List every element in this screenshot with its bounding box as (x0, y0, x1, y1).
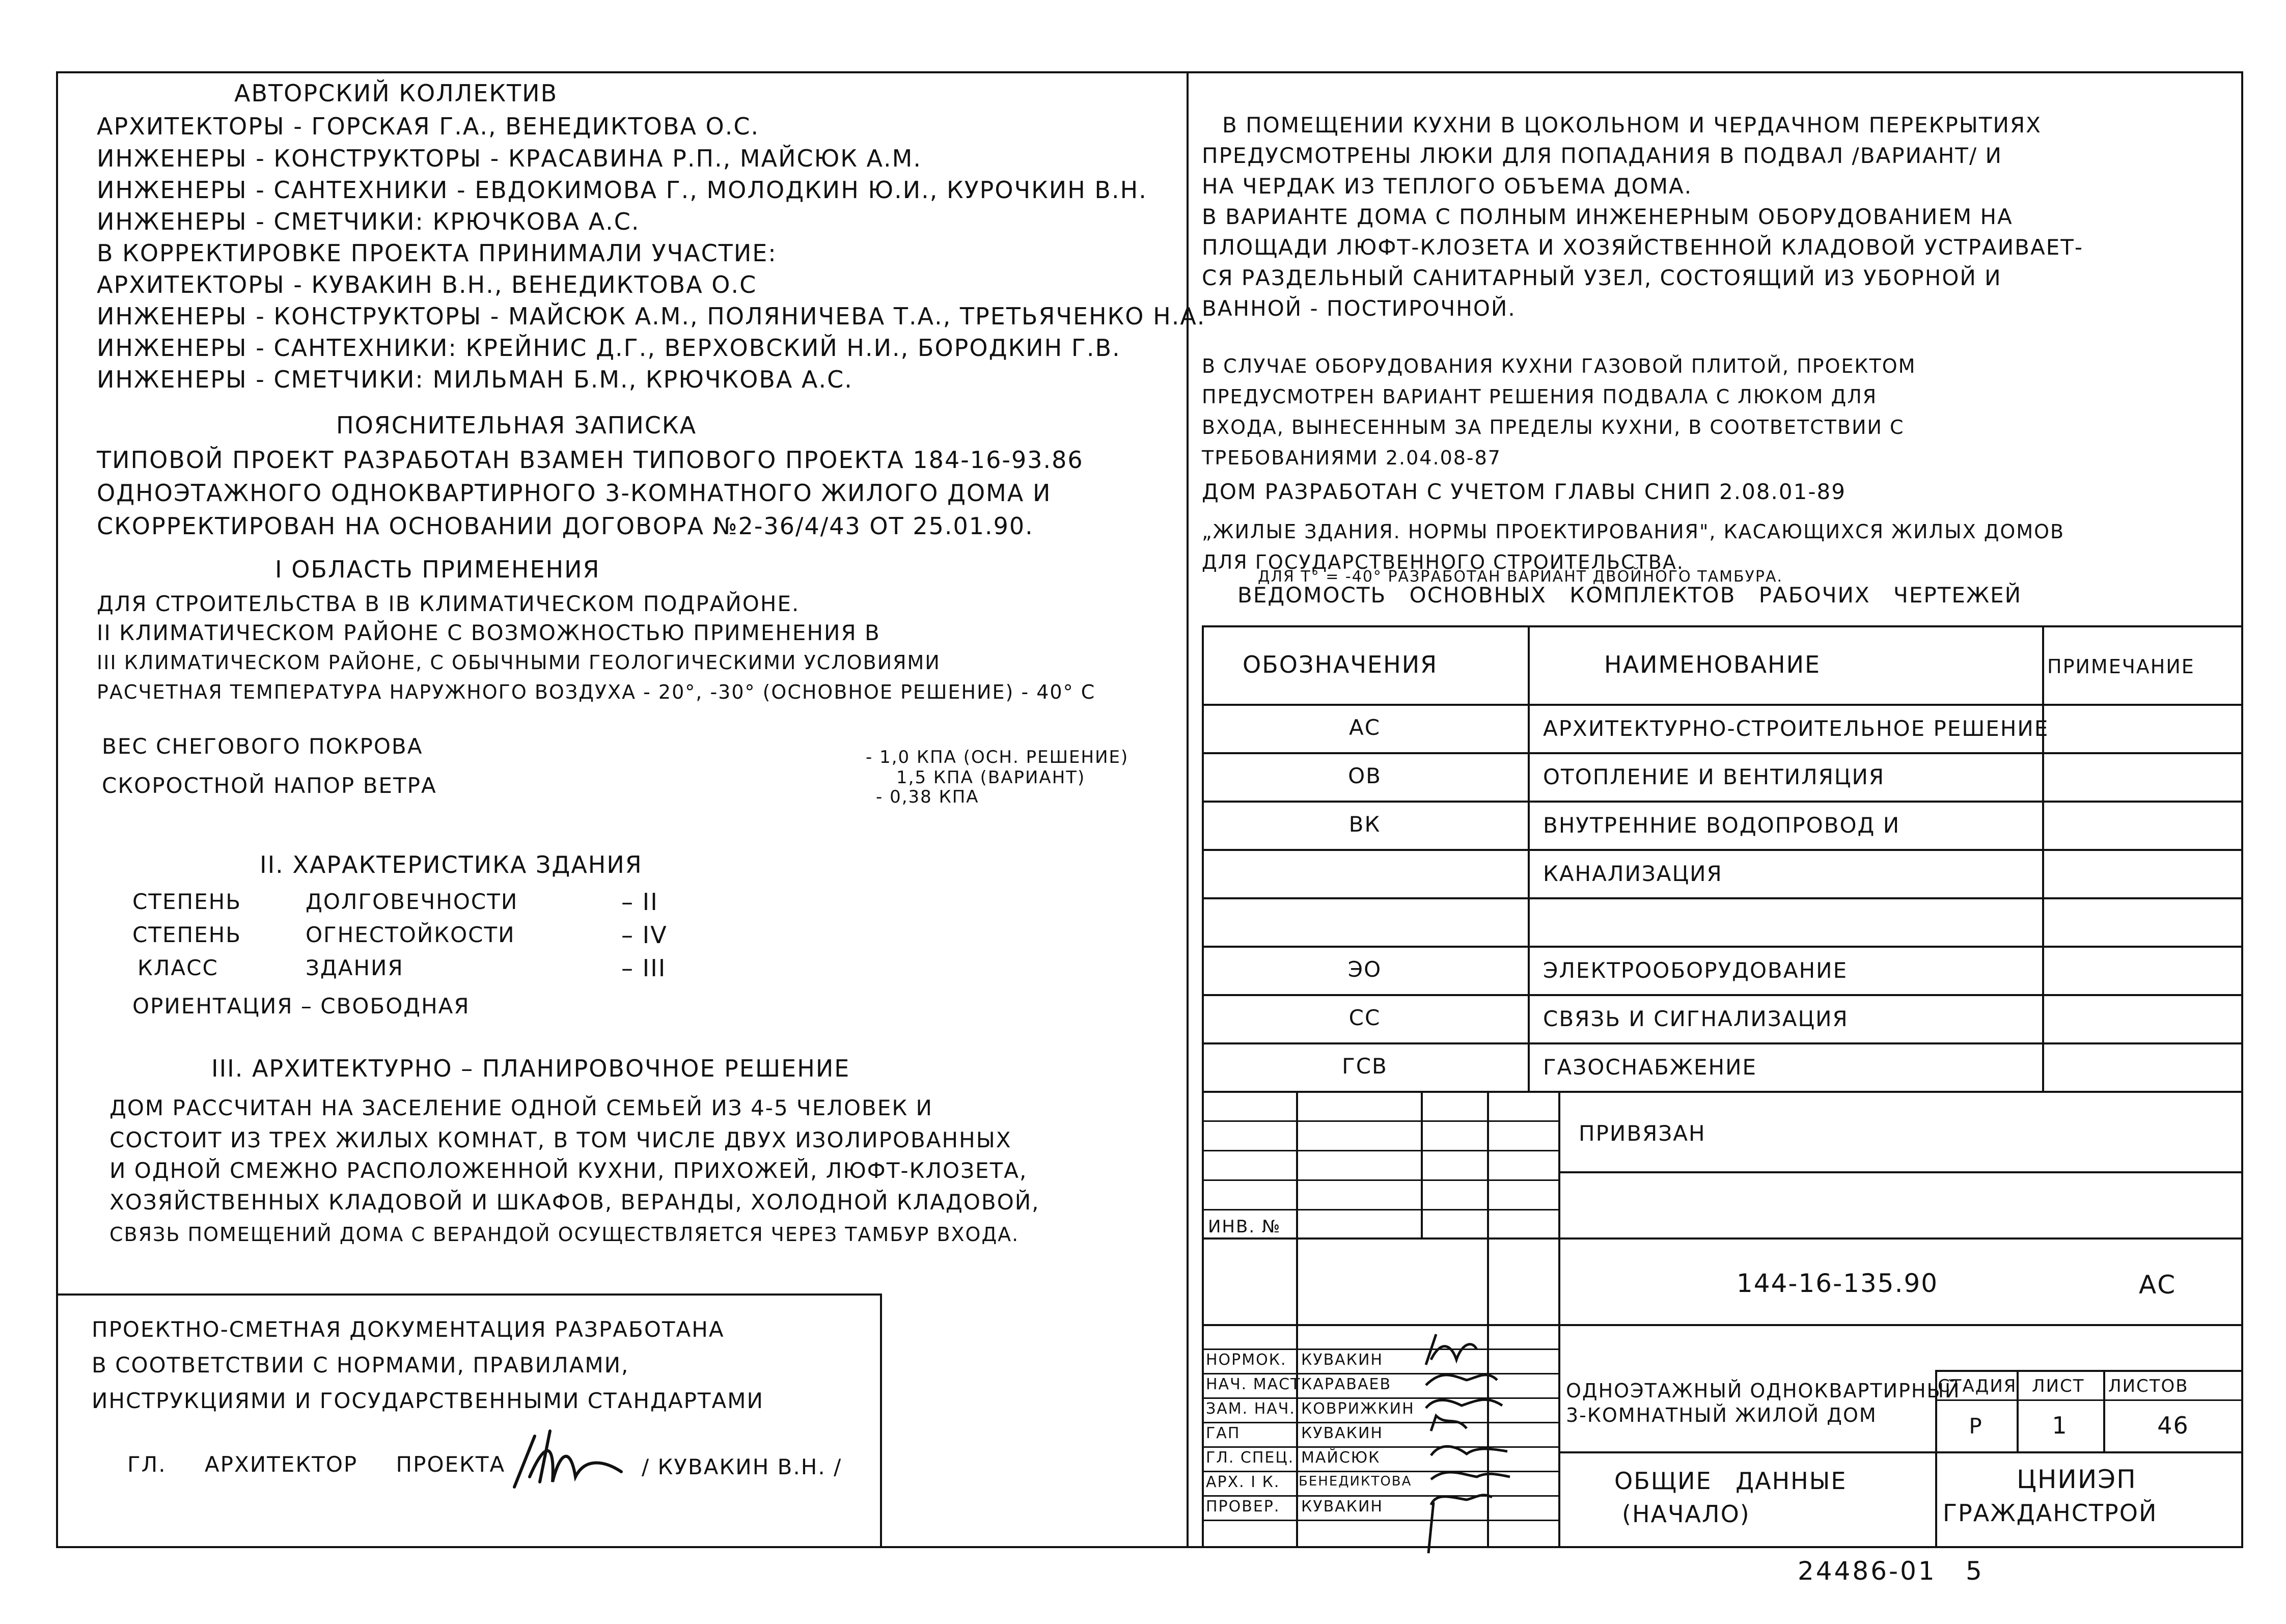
table-rule (1202, 1091, 2243, 1093)
org-name: ГРАЖДАНСТРОЙ (1943, 1499, 2158, 1527)
sig-role: НОРМОК. (1206, 1351, 1287, 1369)
center-divider (1187, 71, 1189, 1548)
tb-rule (2017, 1370, 2019, 1451)
compliance-line: ИНСТРУКЦИЯМИ И ГОСУДАРСТВЕННЫМИ СТАНДАРТАМИ (92, 1388, 764, 1413)
tb-rule (2103, 1370, 2105, 1451)
section3-heading: III. АРХИТЕКТУРНО – ПЛАНИРОВОЧНОЕ РЕШЕНИЕ (211, 1055, 850, 1082)
table-rule (1202, 994, 2243, 996)
sheet-header: ЛИСТ (2032, 1376, 2085, 1396)
authors-line: ИНЖЕНЕРЫ - КОНСТРУКТОРЫ - МАЙСЮК А.М., ПОЛЯНИЧЕВА Т.А., ТРЕТЬЯЧЕНКО Н.А. (97, 302, 1206, 330)
small-note: ДЛЯ T° = -40° РАЗРАБОТАН ВАРИАНТ ДВОЙНОГО ТАМБУРА. (1258, 568, 1783, 586)
tb-rule (1202, 1120, 1558, 1122)
set-name: ЭЛЕКТРООБОРУДОВАНИЕ (1543, 958, 1848, 983)
tb-rule (1558, 1451, 2243, 1453)
sig-name: МАЙСЮК (1301, 1449, 1381, 1467)
set-name: АРХИТЕКТУРНО-СТРОИТЕЛЬНОЕ РЕШЕНИЕ (1543, 716, 2049, 741)
tb-rule (1558, 1091, 1560, 1548)
section1-line: РАСЧЕТНАЯ ТЕМПЕРАТУРА НАРУЖНОГО ВОЗДУХА - 20°, -30° (ОСНОВНОЕ РЕШЕНИЕ) - 40° С (97, 681, 1096, 703)
snow-value-main: - 1,0 КПА (ОСН. РЕШЕНИЕ) (866, 747, 1129, 767)
right-line: ВАННОЙ - ПОСТИРОЧНОЙ. (1202, 296, 1516, 321)
table-rule (1202, 625, 2243, 627)
right-line-2: ДОМ РАЗРАБОТАН С УЧЕТОМ ГЛАВЫ СНИП 2.08.01-89 (1202, 479, 1846, 504)
section2-heading: II. ХАРАКТЕРИСТИКА ЗДАНИЯ (260, 851, 643, 878)
table-rule (1202, 752, 2243, 754)
chief-label: ГЛ. АРХИТЕКТОР ПРОЕКТА (127, 1452, 506, 1477)
section1-line: III КЛИМАТИЧЕСКОМ РАЙОНЕ, С ОБЫЧНЫМИ ГЕОЛОГИЧЕСКИМИ УСЛОВИЯМИ (97, 651, 941, 674)
sig-name: КУВАКИН (1301, 1424, 1383, 1442)
compliance-line: ПРОЕКТНО-СМЕТНАЯ ДОКУМЕНТАЦИЯ РАЗРАБОТАНА (92, 1317, 725, 1342)
sheets-value: 46 (2157, 1412, 2189, 1439)
set-name: ГАЗОСНАБЖЕНИЕ (1543, 1055, 1757, 1080)
authors-line: ИНЖЕНЕРЫ - САНТЕХНИКИ - ЕВДОКИМОВА Г., МОЛОДКИН Ю.И., КУРОЧКИН В.Н. (97, 176, 1147, 204)
building-name: ОДНОЭТАЖНЫЙ ОДНОКВАРТИРНЫЙ (1566, 1380, 1961, 1402)
section3-line: ДОМ РАССЧИТАН НА ЗАСЕЛЕНИЕ ОДНОЙ СЕМЬЕЙ ИЗ 4-5 ЧЕЛОВЕК И (109, 1095, 933, 1120)
table-rule (1202, 801, 2243, 803)
right-line-2: ВХОДА, ВЫНЕСЕННЫМ ЗА ПРЕДЕЛЫ КУХНИ, В СООТВЕТСТВИИ С (1202, 416, 1905, 438)
authors-line: ИНЖЕНЕРЫ - СМЕТЧИКИ: МИЛЬМАН Б.М., КРЮЧКОВА А.С. (97, 366, 853, 393)
sig-role: ГЛ. СПЕЦ. (1206, 1449, 1295, 1467)
wind-value: - 0,38 КПА (876, 787, 979, 807)
table-rule (1202, 897, 2243, 899)
right-line-2: ТРЕБОВАНИЯМИ 2.04.08-87 (1202, 447, 1501, 469)
char-sub: ЗДАНИЯ (306, 955, 404, 980)
tb-rule (1202, 1150, 1558, 1151)
char-value: – III (621, 954, 667, 982)
set-code: СС (1348, 1005, 1381, 1030)
authors-line: АРХИТЕКТОРЫ - КУВАКИН В.Н., ВЕНЕДИКТОВА О.С (97, 271, 757, 298)
tb-rule (1935, 1399, 2243, 1401)
section1-line: II КЛИМАТИЧЕСКОМ РАЙОНЕ С ВОЗМОЖНОСТЬЮ ПРИМЕНЕНИЯ В (97, 620, 880, 645)
sig-name: КУВАКИН (1301, 1498, 1383, 1516)
char-label: КЛАСС (137, 955, 218, 980)
char-sub: ОГНЕСТОЙКОСТИ (306, 922, 515, 947)
set-name: КАНАЛИЗАЦИЯ (1543, 861, 1723, 886)
org-name: ЦНИИЭП (2017, 1465, 2137, 1494)
right-line: В ВАРИАНТЕ ДОМА С ПОЛНЫМ ИНЖЕНЕРНЫМ ОБОРУДОВАНИЕМ НА (1202, 204, 2013, 229)
chief-signature (504, 1421, 626, 1497)
tb-rule (1558, 1171, 2243, 1173)
set-name: ОТОПЛЕНИЕ И ВЕНТИЛЯЦИЯ (1543, 764, 1885, 789)
set-name: СВЯЗЬ И СИГНАЛИЗАЦИЯ (1543, 1006, 1849, 1031)
note-line: СКОРРЕКТИРОВАН НА ОСНОВАНИИ ДОГОВОРА №2-36/4/43 ОТ 25.01.90. (97, 512, 1034, 540)
authors-line: АРХИТЕКТОРЫ - ГОРСКАЯ Г.А., ВЕНЕДИКТОВА О.С. (97, 113, 760, 140)
authors-line: В КОРРЕКТИРОВКЕ ПРОЕКТА ПРИНИМАЛИ УЧАСТИЕ: (97, 239, 777, 267)
authors-line: ИНЖЕНЕРЫ - САНТЕХНИКИ: КРЕЙНИС Д.Г., ВЕРХОВСКИЙ Н.И., БОРОДКИН Г.В. (97, 334, 1121, 362)
table-rule (1528, 625, 1530, 1091)
char-label: СТЕПЕНЬ (132, 889, 242, 914)
table-rule (1202, 704, 2243, 706)
col-header: НАИМЕНОВАНИЕ (1604, 651, 1821, 678)
right-line-2: ПРЕДУСМОТРЕН ВАРИАНТ РЕШЕНИЯ ПОДВАЛА С ЛЮКОМ ДЛЯ (1202, 386, 1878, 408)
right-line: ПЛОЩАДИ ЛЮФТ-КЛОЗЕТА И ХОЗЯЙСТВЕННОЙ КЛАДОВОЙ УСТРАИВАЕТ- (1202, 235, 2084, 260)
section1-heading: I ОБЛАСТЬ ПРИМЕНЕНИЯ (275, 556, 600, 583)
col-header: ПРИМЕЧАНИЕ (2047, 655, 2195, 678)
sheet-value: 1 (2052, 1412, 2068, 1439)
table-rule (1202, 1042, 2243, 1044)
compliance-box-top (56, 1293, 881, 1296)
tb-rule (1202, 1324, 2243, 1326)
right-line-2: „ЖИЛЫЕ ЗДАНИЯ. НОРМЫ ПРОЕКТИРОВАНИЯ", КАСАЮЩИХСЯ ЖИЛЫХ ДОМОВ (1202, 520, 2065, 543)
table-rule (1202, 625, 1204, 1548)
set-code: ГСВ (1342, 1054, 1388, 1079)
doc-mark: АС (2139, 1270, 2177, 1300)
section-title: ОБЩИЕ ДАННЫЕ (1614, 1467, 1847, 1495)
section3-line: ХОЗЯЙСТВЕННЫХ КЛАДОВОЙ И ШКАФОВ, ВЕРАНДЫ, ХОЛОДНОЙ КЛАДОВОЙ, (109, 1190, 1040, 1215)
set-code: ЭО (1347, 957, 1382, 982)
section3-line: СВЯЗЬ ПОМЕЩЕНИЙ ДОМА С ВЕРАНДОЙ ОСУЩЕСТВЛЯЕТСЯ ЧЕРЕЗ ТАМБУР ВХОДА. (109, 1223, 1020, 1246)
char-value: – II (621, 888, 658, 916)
building-name: 3-КОМНАТНЫЙ ЖИЛОЙ ДОМ (1566, 1404, 1877, 1426)
char-sub: ДОЛГОВЕЧНОСТИ (306, 889, 518, 914)
sheets-header: ЛИСТОВ (2108, 1376, 2189, 1396)
chief-name: / КУВАКИН В.Н. / (642, 1454, 842, 1479)
privyazan-label: ПРИВЯЗАН (1579, 1121, 1706, 1146)
note-line: ТИПОВОЙ ПРОЕКТ РАЗРАБОТАН ВЗАМЕН ТИПОВОГО ПРОЕКТА 184-16-93.86 (97, 446, 1084, 474)
right-line-2: ДЛЯ ГОСУДАРСТВЕННОГО СТРОИТЕЛЬСТВА. (1202, 551, 1684, 573)
right-line: СЯ РАЗДЕЛЬНЫЙ САНИТАРНЫЙ УЗЕЛ, СОСТОЯЩИЙ ИЗ УБОРНОЙ И (1202, 265, 2002, 290)
sig-name: КАРАВАЕВ (1301, 1375, 1392, 1393)
stage-header: СТАДИЯ (1938, 1376, 2017, 1396)
set-name: ВНУТРЕННИЕ ВОДОПРОВОД И (1543, 813, 1901, 838)
authors-line: ИНЖЕНЕРЫ - СМЕТЧИКИ: КРЮЧКОВА А.С. (97, 208, 640, 235)
sig-name: КОВРИЖКИН (1301, 1400, 1415, 1418)
sig-role: ЗАМ. НАЧ. (1206, 1400, 1296, 1418)
sig-role: ПРОВЕР. (1206, 1498, 1280, 1516)
set-code: АС (1348, 715, 1381, 740)
doc-number: 144-16-135.90 (1737, 1269, 1939, 1298)
right-line: НА ЧЕРДАК ИЗ ТЕПЛОГО ОБЪЕМА ДОМА. (1202, 174, 1693, 199)
right-line: ПРЕДУСМОТРЕНЫ ЛЮКИ ДЛЯ ПОПАДАНИЯ В ПОДВАЛ /ВАРИАНТ/ И (1202, 143, 2002, 168)
inv-label: ИНВ. № (1208, 1217, 1281, 1237)
signatures-scribbles (1421, 1329, 1523, 1563)
section3-line: И ОДНОЙ СМЕЖНО РАСПОЛОЖЕННОЙ КУХНИ, ПРИХОЖЕЙ, ЛЮФТ-КЛОЗЕТА, (109, 1158, 1028, 1183)
note-line: ОДНОЭТАЖНОГО ОДНОКВАРТИРНОГО 3-КОМНАТНОГО ЖИЛОГО ДОМА И (97, 479, 1052, 507)
sig-role: АРХ. I К. (1206, 1473, 1280, 1491)
char-label: СТЕПЕНЬ (132, 922, 242, 947)
compliance-line: В СООТВЕТСТВИИ С НОРМАМИ, ПРАВИЛАМИ, (92, 1353, 629, 1378)
tb-rule (1202, 1237, 2243, 1240)
tb-rule (1421, 1091, 1423, 1237)
tb-rule (1202, 1209, 1558, 1210)
authors-line: ИНЖЕНЕРЫ - КОНСТРУКТОРЫ - КРАСАВИНА Р.П., МАЙСЮК А.М. (97, 145, 922, 172)
right-line-2: В СЛУЧАЕ ОБОРУДОВАНИЯ КУХНИ ГАЗОВОЙ ПЛИТОЙ, ПРОЕКТОМ (1202, 355, 1916, 377)
table-rule (1202, 849, 2243, 851)
orientation: ОРИЕНТАЦИЯ – СВОБОДНАЯ (132, 994, 470, 1019)
snow-value-variant: 1,5 КПА (ВАРИАНТ) (896, 767, 1086, 788)
col-header: ОБОЗНАЧЕНИЯ (1243, 651, 1438, 678)
section3-line: СОСТОИТ ИЗ ТРЕХ ЖИЛЫХ КОМНАТ, В ТОМ ЧИСЛЕ ДВУХ ИЗОЛИРОВАННЫХ (109, 1127, 1012, 1152)
set-code: ВК (1348, 812, 1381, 837)
table-rule (2042, 625, 2044, 1091)
section-title: (НАЧАЛО) (1622, 1500, 1750, 1528)
right-line: В ПОМЕЩЕНИИ КУХНИ В ЦОКОЛЬНОМ И ЧЕРДАЧНОМ ПЕРЕКРЫТИЯХ (1222, 113, 2042, 137)
table-title: ВЕДОМОСТЬ ОСНОВНЫХ КОМПЛЕКТОВ РАБОЧИХ ЧЕРТЕЖЕЙ (1237, 583, 2022, 608)
stage-value: Р (1969, 1414, 1983, 1439)
compliance-box-right (880, 1293, 882, 1548)
char-value: – IV (621, 921, 668, 949)
page-number: 5 (1966, 1556, 1983, 1586)
sig-name: КУВАКИН (1301, 1351, 1383, 1369)
tb-rule (1202, 1179, 1558, 1181)
authors-heading: АВТОРСКИЙ КОЛЛЕКТИВ (234, 79, 558, 107)
sig-role: ГАП (1206, 1424, 1241, 1442)
sig-role: НАЧ. МАСТ. (1206, 1375, 1307, 1393)
table-rule (1202, 946, 2243, 948)
sig-name: БЕНЕДИКТОВА (1299, 1474, 1412, 1489)
tb-rule (1935, 1370, 2243, 1372)
snow-label: ВЕС СНЕГОВОГО ПОКРОВА (102, 734, 423, 759)
wind-label: СКОРОСТНОЙ НАПОР ВЕТРА (102, 773, 437, 798)
tb-rule (1296, 1091, 1298, 1548)
note-heading: ПОЯСНИТЕЛЬНАЯ ЗАПИСКА (336, 411, 697, 439)
archive-number: 24486-01 (1798, 1556, 1937, 1586)
set-code: ОВ (1348, 763, 1382, 788)
section1-line: ДЛЯ СТРОИТЕЛЬСТВА В IВ КЛИМАТИЧЕСКОМ ПОДРАЙОНЕ. (97, 591, 800, 616)
